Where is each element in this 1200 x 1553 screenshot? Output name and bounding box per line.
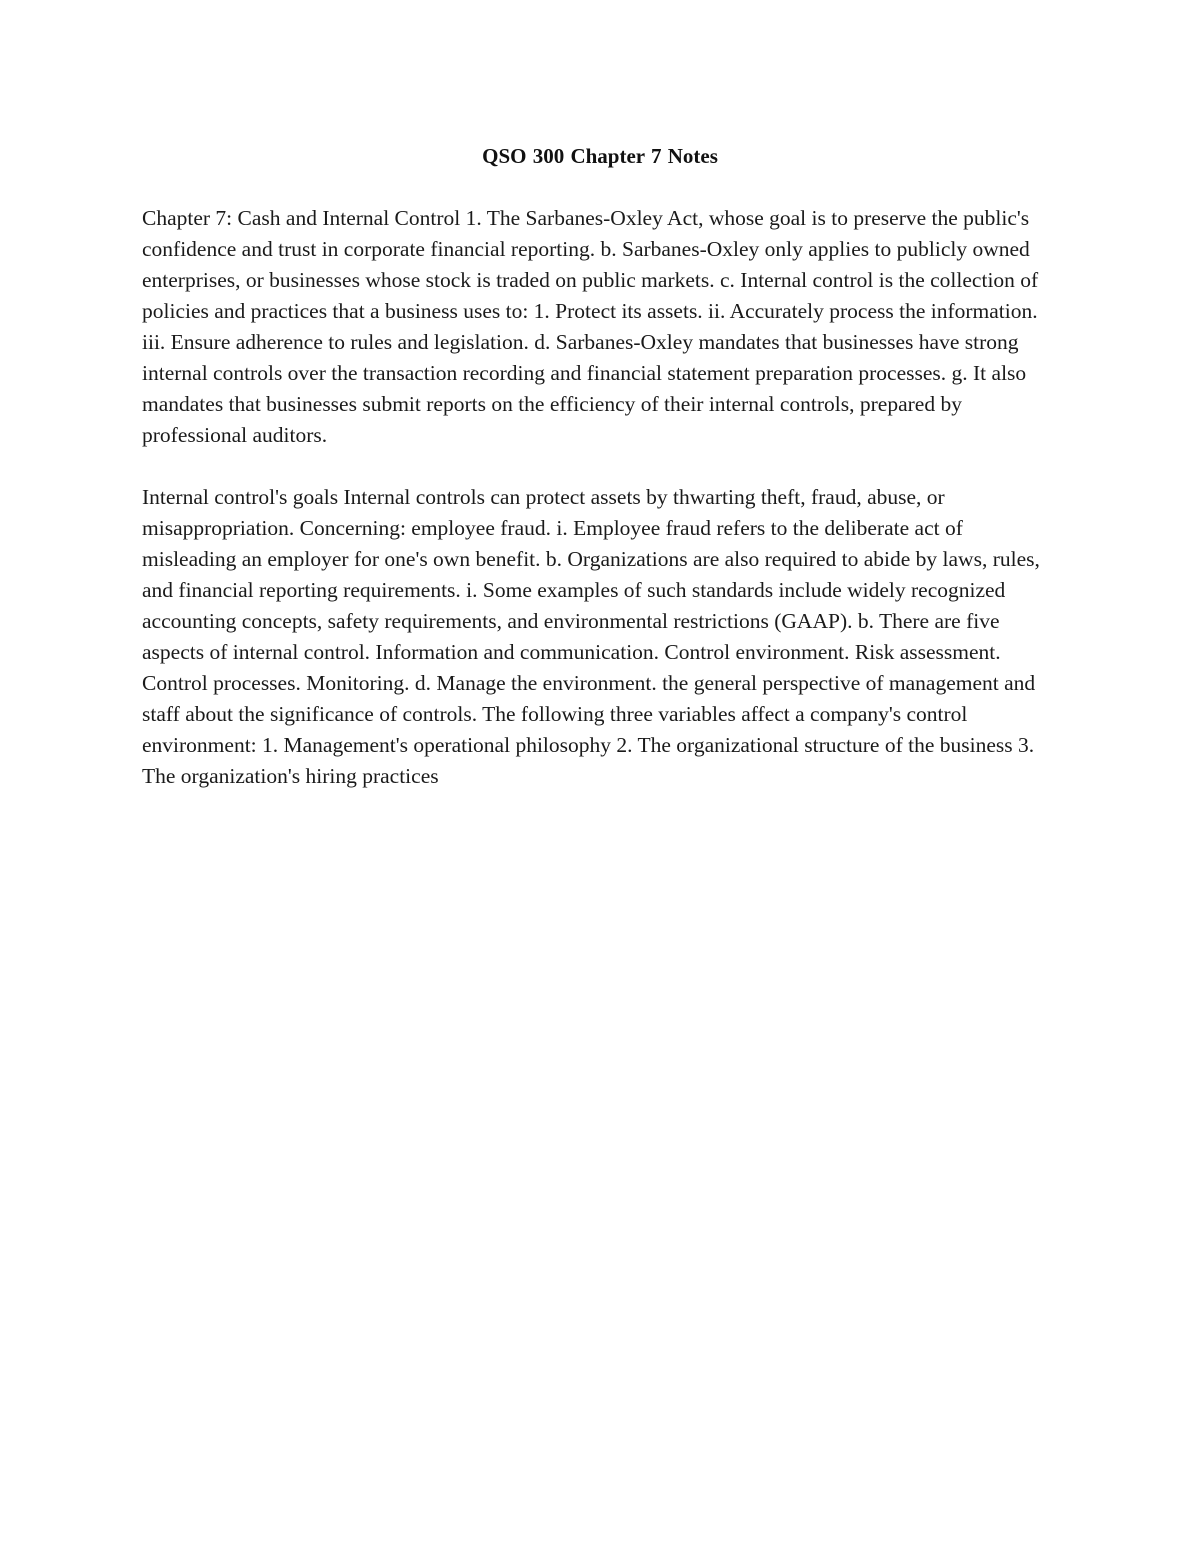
document-body bbox=[142, 203, 1062, 823]
paragraph-cash-internal-control: Chapter 7: Cash and Internal Control 1. The Sarbanes-Oxley Act, whose goal is to preserve the public's confidence and trust in corporate financial reporting. b. Sarbanes-Oxley only applies to publicly owned enterprises, or businesses whose stock is traded on public markets. c. Internal control is the collection of policies and practices that a business uses to: 1. Protect its assets. ii. Accurately process the information. iii. Ensure adherence to rules and legislation. d. Sarbanes-Oxley mandates that businesses have strong internal controls over the transaction recording and financial statement preparation processes. g. It also mandates that businesses submit reports on the efficiency of their internal controls, prepared by professional auditors. bbox=[142, 206, 1039, 447]
page-title: QSO 300 Chapter 7 Notes bbox=[482, 144, 718, 168]
paragraph-internal-control-goals: Internal control's goals Internal controls can protect assets by thwarting theft, fraud, abuse, or misappropriation. Concerning: employee fraud. i. Employee fraud refers to the deliberate act of misleading an employer for one's own benefit. b. Organizations are also required to abide by laws, rules, and financial reporting requirements. i. Some examples of such standards include widely recognized accounting concepts, safety requirements, and environmental restrictions (GAAP). b. There are five aspects of internal control. Information and communication. Control environment. Risk assessment. Control processes. Monitoring. d. Manage the environment. the general perspective of management and staff about the significance of controls. The following three variables affect a company's control environment: 1. Management's operational philosophy 2. The organizational structure of the business 3. The organization's hiring practices bbox=[142, 485, 1040, 788]
